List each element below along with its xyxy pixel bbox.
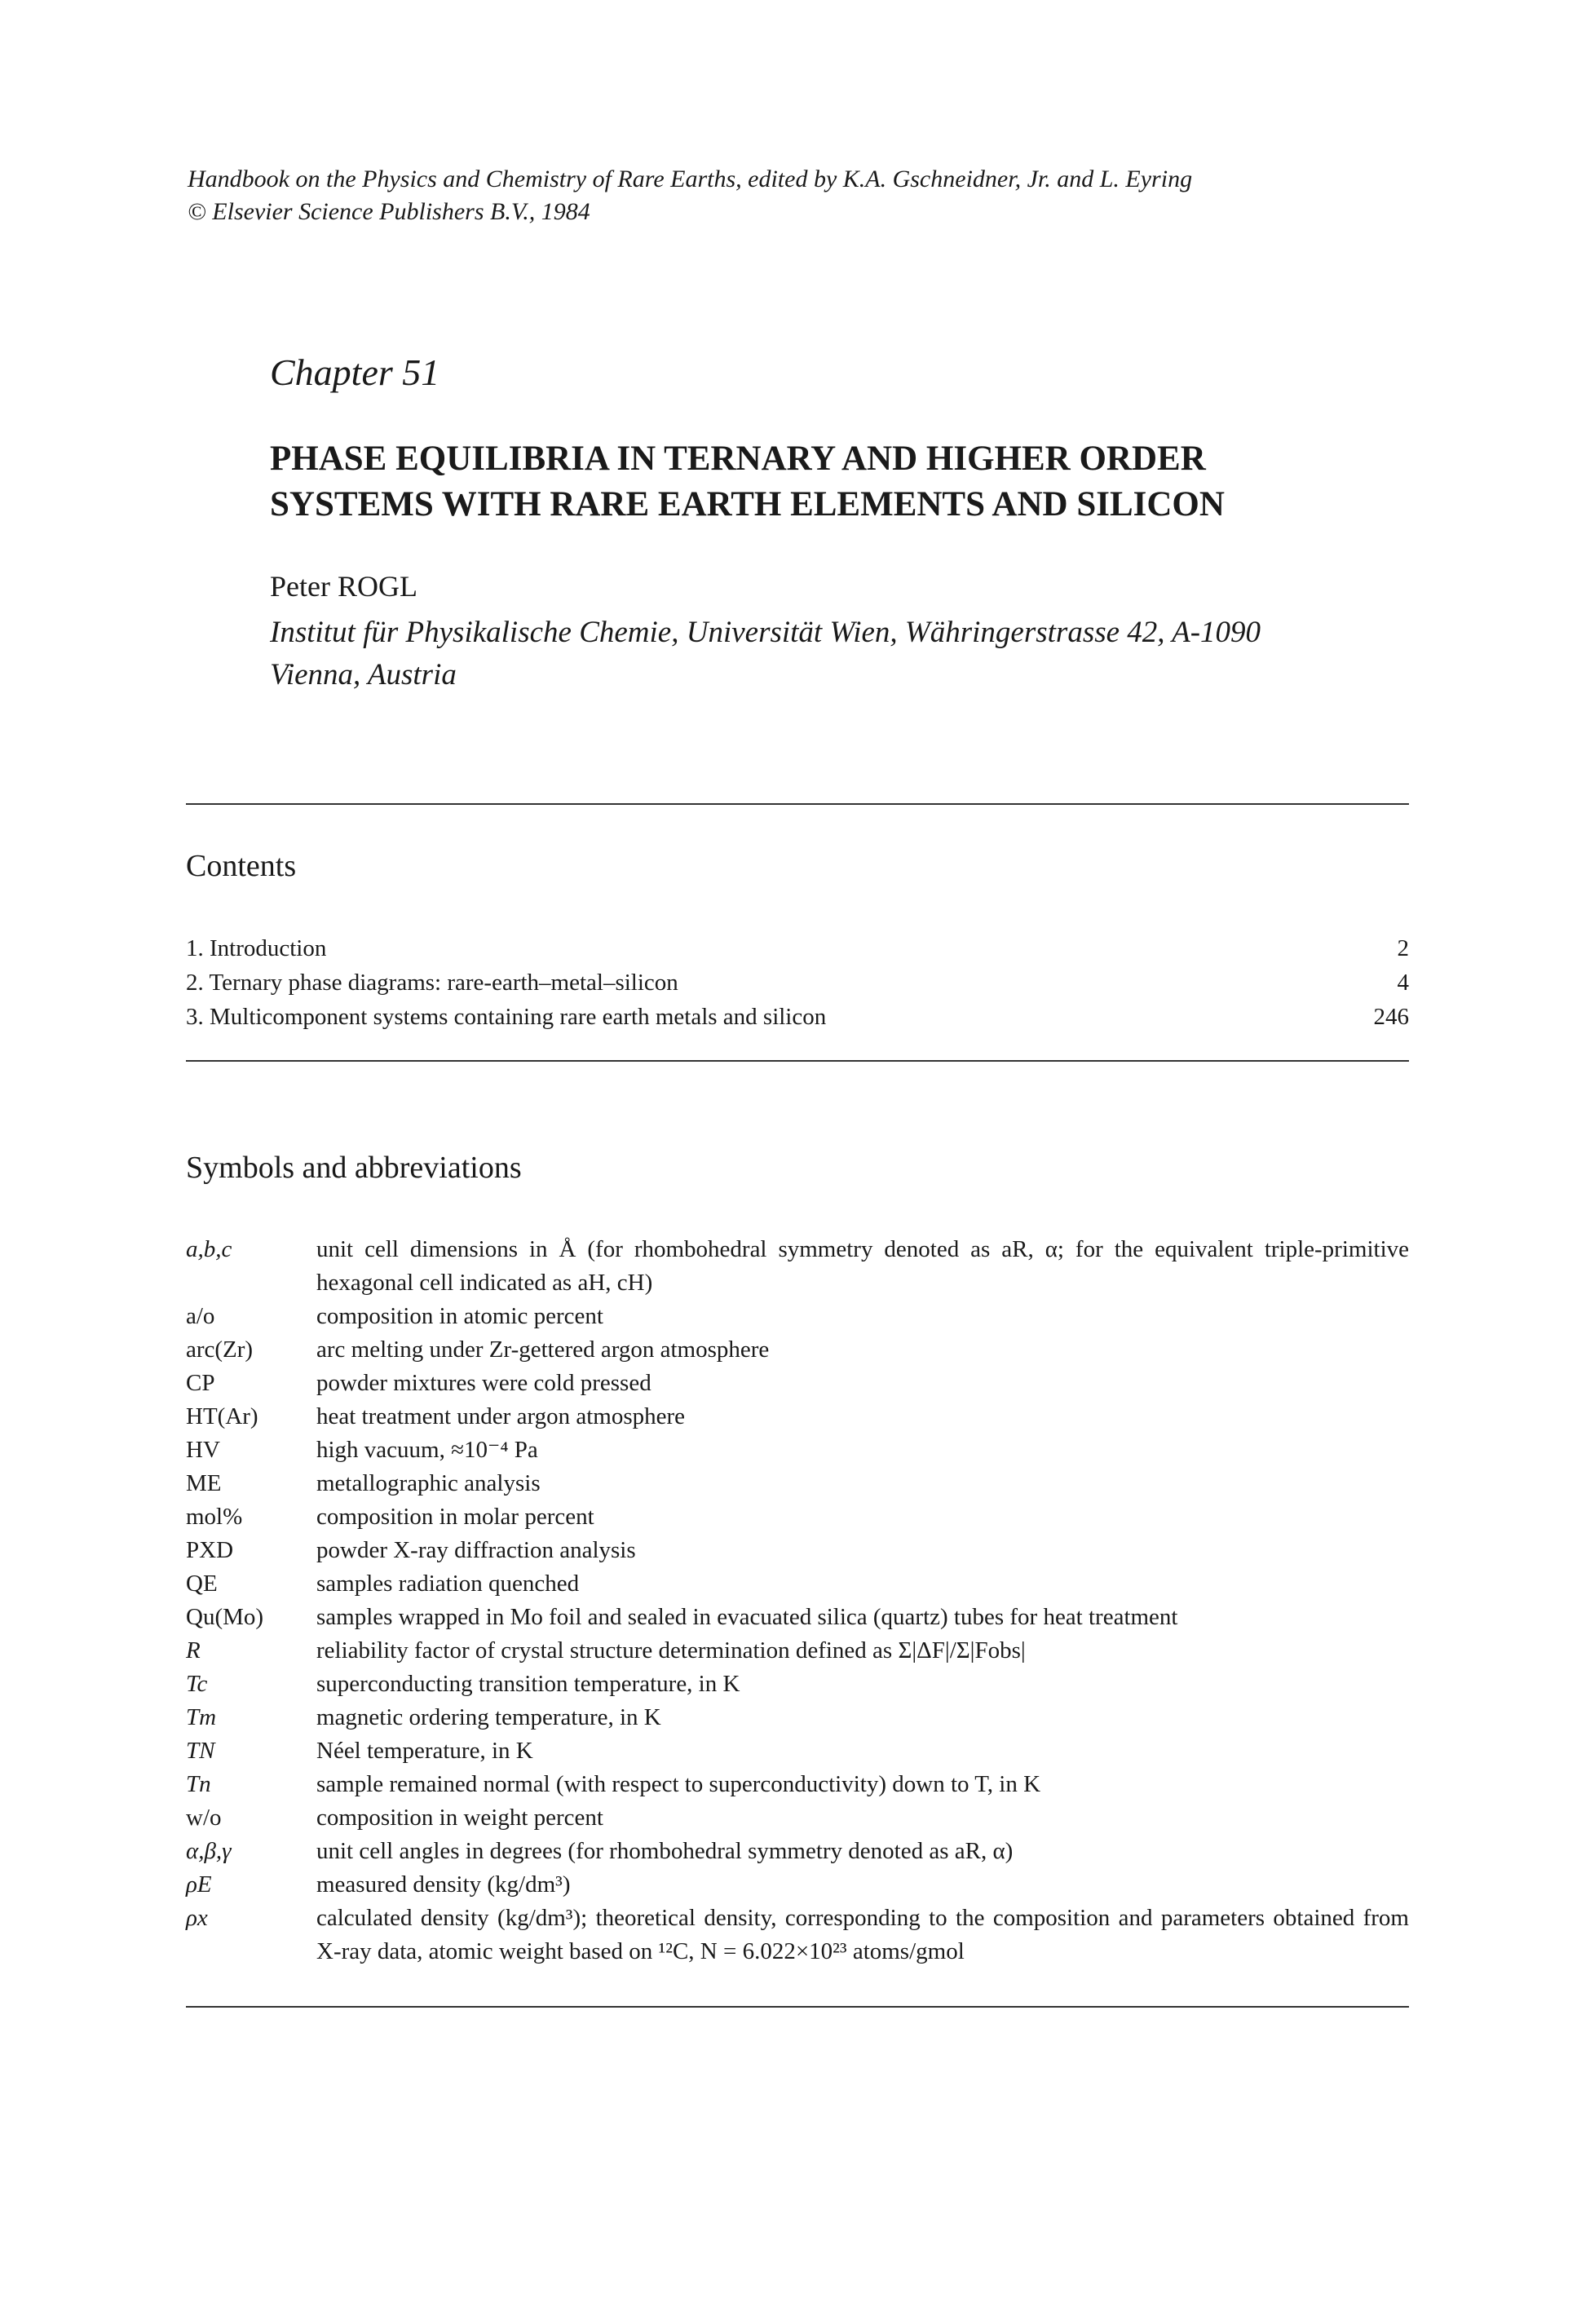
symbol-row bbox=[186, 1668, 1409, 1701]
symbol-definition: calculated density (kg/dm³); theoretical density, corresponding to the composition and parameters obtained from X-ray data, atomic weight based on ¹²C, N = 6.022×10²³ atoms/gmol bbox=[316, 1905, 1409, 1964]
divider-rule bbox=[186, 803, 1409, 805]
symbol-row bbox=[186, 1601, 1409, 1634]
chapter-title bbox=[270, 436, 1411, 528]
symbol-definition: unit cell dimensions in Å (for rhombohedral symmetry denoted as aR, α; for the equivalent triple-primitive hexagonal cell indicated as aH, cH) bbox=[316, 1236, 1409, 1296]
symbol-row bbox=[186, 1333, 1409, 1367]
symbol-term: mol% bbox=[186, 1504, 243, 1530]
chapter-title-line-1: PHASE EQUILIBRIA IN TERNARY AND HIGHER ORDER bbox=[270, 440, 1206, 478]
contents-list bbox=[186, 931, 1409, 1034]
symbol-term: Tm bbox=[186, 1704, 217, 1730]
symbol-definition: composition in atomic percent bbox=[316, 1303, 603, 1329]
symbol-term: HT(Ar) bbox=[186, 1403, 258, 1429]
contents-item bbox=[186, 931, 1409, 965]
symbol-row bbox=[186, 1801, 1409, 1835]
symbol-term: HV bbox=[186, 1437, 220, 1463]
symbol-term: a/o bbox=[186, 1303, 215, 1329]
contents-item-label: 1. Introduction bbox=[186, 935, 327, 961]
divider-rule bbox=[186, 2006, 1409, 2008]
symbol-definition: powder mixtures were cold pressed bbox=[316, 1370, 651, 1396]
contents-item bbox=[186, 965, 1409, 1000]
symbol-definition: sample remained normal (with respect to superconductivity) down to T, in K bbox=[316, 1771, 1041, 1797]
symbols-list bbox=[186, 1233, 1409, 1968]
contents-item-page: 2 bbox=[1397, 935, 1409, 961]
symbol-term: α,β,γ bbox=[186, 1838, 232, 1864]
symbol-row bbox=[186, 1902, 1409, 1968]
divider-rule bbox=[186, 1060, 1409, 1062]
symbol-row bbox=[186, 1835, 1409, 1868]
affiliation-line-1: Institut für Physikalische Chemie, Universität Wien, Währingerstrasse 42, A-1090 bbox=[270, 616, 1261, 649]
symbols-heading: Symbols and abbreviations bbox=[186, 1151, 522, 1185]
symbol-term: w/o bbox=[186, 1805, 222, 1831]
symbol-definition: superconducting transition temperature, in K bbox=[316, 1671, 740, 1697]
contents-heading: Contents bbox=[186, 849, 297, 883]
contents-item-page: 4 bbox=[1397, 970, 1409, 996]
symbol-definition: Néel temperature, in K bbox=[316, 1738, 533, 1764]
symbol-row bbox=[186, 1233, 1409, 1300]
symbol-row bbox=[186, 1734, 1409, 1768]
symbol-definition: composition in weight percent bbox=[316, 1805, 603, 1831]
book-header bbox=[188, 163, 1411, 228]
symbol-definition: magnetic ordering temperature, in K bbox=[316, 1704, 661, 1730]
symbol-term: QE bbox=[186, 1571, 218, 1597]
contents-item bbox=[186, 1000, 1409, 1034]
symbol-definition: reliability factor of crystal structure determination defined as Σ|ΔF|/Σ|Fobs| bbox=[316, 1637, 1026, 1663]
symbol-term: Tc bbox=[186, 1671, 208, 1697]
symbol-row bbox=[186, 1400, 1409, 1434]
symbol-term: ρx bbox=[186, 1905, 208, 1931]
symbol-definition: samples wrapped in Mo foil and sealed in evacuated silica (quartz) tubes for heat treatment bbox=[316, 1604, 1178, 1630]
symbol-definition: arc melting under Zr-gettered argon atmosphere bbox=[316, 1337, 770, 1363]
symbol-row bbox=[186, 1768, 1409, 1801]
author-name: Peter ROGL bbox=[270, 570, 417, 603]
affiliation-line-2: Vienna, Austria bbox=[270, 658, 457, 691]
symbol-definition: metallographic analysis bbox=[316, 1470, 541, 1496]
symbol-row bbox=[186, 1300, 1409, 1333]
symbol-row bbox=[186, 1500, 1409, 1534]
symbol-term: Qu(Mo) bbox=[186, 1604, 264, 1630]
symbol-term: a,b,c bbox=[186, 1236, 232, 1262]
symbol-term: ME bbox=[186, 1470, 222, 1496]
symbol-term: TN bbox=[186, 1738, 215, 1764]
symbol-term: CP bbox=[186, 1370, 215, 1396]
symbol-definition: measured density (kg/dm³) bbox=[316, 1871, 571, 1898]
book-header-copyright: © Elsevier Science Publishers B.V., 1984 bbox=[188, 198, 590, 225]
symbol-term: R bbox=[186, 1637, 201, 1663]
symbol-definition: powder X-ray diffraction analysis bbox=[316, 1537, 636, 1563]
author-affiliation bbox=[270, 612, 1428, 696]
symbol-definition: high vacuum, ≈10⁻⁴ Pa bbox=[316, 1437, 538, 1463]
chapter-number: Chapter 51 bbox=[270, 351, 440, 393]
symbol-row bbox=[186, 1634, 1409, 1668]
symbol-row bbox=[186, 1701, 1409, 1734]
symbol-row bbox=[186, 1434, 1409, 1467]
symbol-term: PXD bbox=[186, 1537, 234, 1563]
symbol-term: Tn bbox=[186, 1771, 211, 1797]
book-header-citation: Handbook on the Physics and Chemistry of Rare Earths, edited by K.A. Gschneidner, Jr. and L. Eyring bbox=[188, 166, 1193, 192]
contents-item-page: 246 bbox=[1373, 1004, 1409, 1030]
symbol-definition: unit cell angles in degrees (for rhombohedral symmetry denoted as aR, α) bbox=[316, 1838, 1014, 1864]
symbol-row bbox=[186, 1367, 1409, 1400]
symbol-term: ρE bbox=[186, 1871, 212, 1898]
contents-item-label: 3. Multicomponent systems containing rare earth metals and silicon bbox=[186, 1004, 827, 1030]
symbol-definition: heat treatment under argon atmosphere bbox=[316, 1403, 686, 1429]
symbol-term: arc(Zr) bbox=[186, 1337, 254, 1363]
symbol-row bbox=[186, 1567, 1409, 1601]
symbol-row bbox=[186, 1467, 1409, 1500]
chapter-title-line-2: SYSTEMS WITH RARE EARTH ELEMENTS AND SILICON bbox=[270, 485, 1225, 524]
symbol-definition: composition in molar percent bbox=[316, 1504, 594, 1530]
contents-item-label: 2. Ternary phase diagrams: rare-earth–metal–silicon bbox=[186, 970, 678, 996]
symbol-definition: samples radiation quenched bbox=[316, 1571, 580, 1597]
symbol-row bbox=[186, 1868, 1409, 1902]
symbol-row bbox=[186, 1534, 1409, 1567]
